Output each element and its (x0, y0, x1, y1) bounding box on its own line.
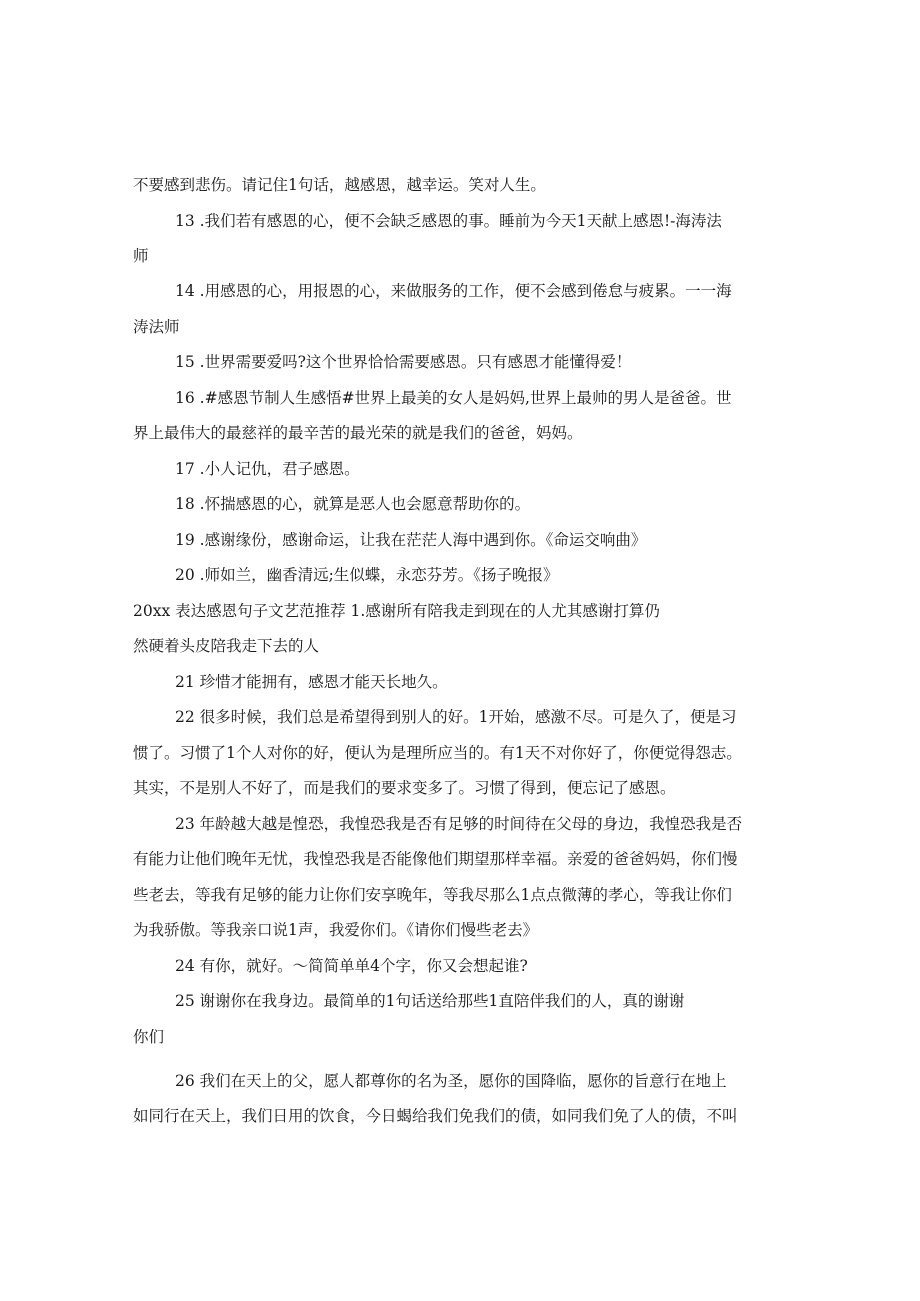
text-line: 然硬着头皮陪我走下去的人 (133, 637, 320, 655)
text-line: 涛法师 (133, 318, 180, 336)
text-line: 界上最伟大的最慈祥的最辛苦的最光荣的就是我们的爸爸，妈妈。 (133, 424, 583, 442)
text-line: 16 .#感恩节制人生感悟#世界上最美的女人是妈妈,世界上最帅的男人是爸爸。世 (175, 389, 732, 407)
text-line: 23 年龄越大越是惶恐，我惶恐我是否有足够的时间待在父母的身边，我惶恐我是否 (175, 815, 743, 833)
text-line: 22 很多时候，我们总是希望得到别人的好。1开始，感激不尽。可是久了，便是习 (175, 708, 737, 726)
text-line: 21 珍惜才能拥有，感恩才能天长地久。 (175, 673, 448, 691)
text-line: 15 .世界需要爱吗?这个世界恰恰需要感恩。只有感恩才能懂得爱！ (175, 353, 632, 371)
text-line: 惯了。习惯了1个人对你的好，便认为是理所应当的。有1天不对你好了，你便觉得怨志。 (133, 744, 742, 762)
text-line: 17 .小人记仇，君子感恩。 (175, 460, 360, 478)
text-line: 24 有你，就好。～简简单单4个字，你又会想起谁? (175, 957, 528, 975)
text-line: 些老去，等我有足够的能力让你们安享晚年，等我尽那么1点点微薄的孝心，等我让你们 (133, 886, 732, 904)
text-line: 14 .用感恩的心，用报恩的心，来做服务的工作，便不会感到倦怠与疲累。一一海 (175, 282, 732, 300)
text-line: 不要感到悲伤。请记住1句话，越感恩，越幸运。笑对人生。 (133, 176, 546, 194)
text-line: 13 .我们若有感恩的心，便不会缺乏感恩的事。睡前为今天1天献上感恩!-海涛法 (175, 212, 722, 230)
text-line: 20 .师如兰，幽香清远;生似蝶，永恋芬芳。《扬子晚报》 (175, 566, 559, 584)
text-line: 18 .怀揣感恩的心，就算是恶人也会愿意帮助你的。 (175, 495, 531, 513)
text-line: 19 .感谢缘份，感谢命运，让我在茫茫人海中遇到你。《命运交响曲》 (175, 531, 647, 549)
text-line: 你们 (133, 1028, 165, 1046)
text-line: 26 我们在天上的父，愿人都尊你的名为圣，愿你的国降临，愿你的旨意行在地上 (175, 1072, 727, 1090)
text-line: 师 (133, 247, 149, 265)
text-line: 如同行在天上，我们日用的饮食，今日蝎给我们免我们的债，如同我们免了人的债，不叫 (133, 1107, 738, 1125)
text-line: 有能力让他们晚年无忧，我惶恐我是否能像他们期望那样幸福。亲爱的爸爸妈妈，你们慢 (133, 850, 738, 868)
text-line: 为我骄傲。等我亲口说1声，我爱你们。《请你们慢些老去》 (133, 921, 539, 939)
text-line: 20xx 表达感恩句子文艺范推荐 1.感谢所有陪我走到现在的人尤其感谢打算仍 (133, 602, 660, 620)
text-line: 25 谢谢你在我身边。最简单的1句话送给那些1直陪伴我们的人，真的谢谢 (175, 992, 685, 1010)
text-line: 其实，不是别人不好了，而是我们的要求变多了。习惯了得到，便忘记了感恩。 (133, 779, 676, 797)
